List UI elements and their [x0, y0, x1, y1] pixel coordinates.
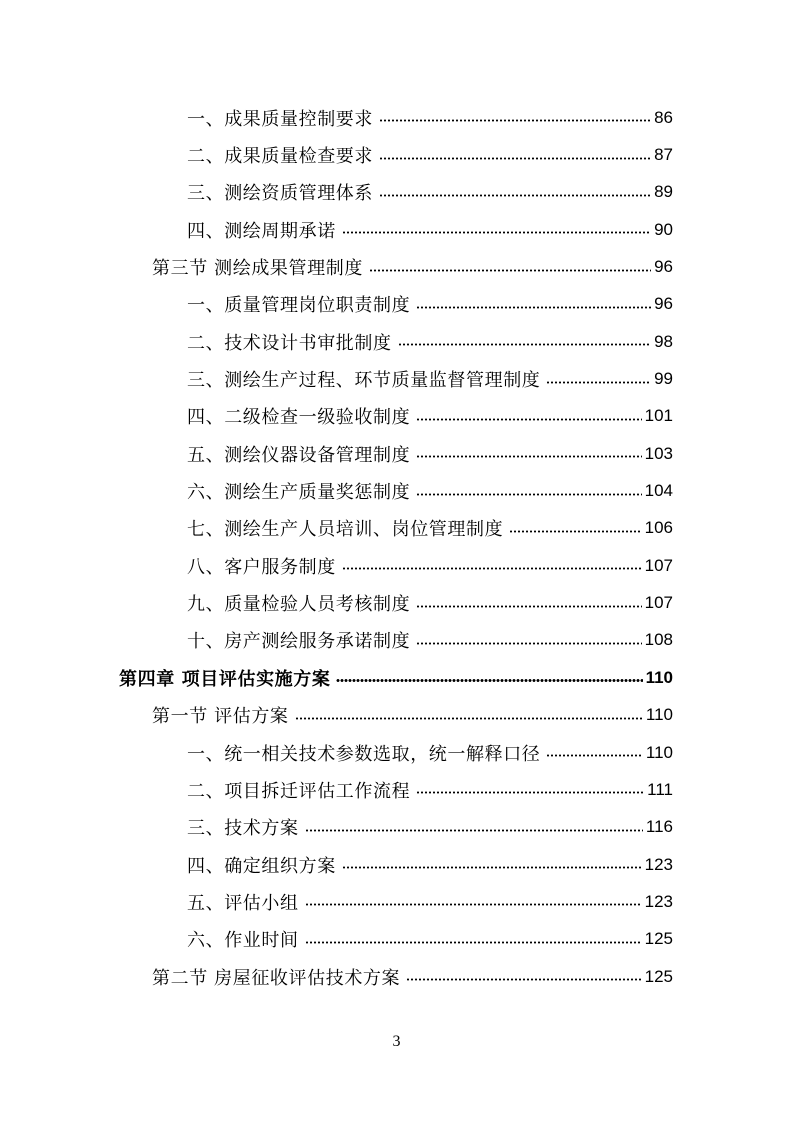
toc-subsection-entry[interactable] [0, 846, 793, 883]
toc-subsection-entry[interactable] [0, 398, 793, 435]
toc-entry-page: 110 [645, 705, 673, 725]
toc-entry-page: 123 [644, 891, 673, 911]
toc-subsection-entry[interactable] [0, 510, 793, 547]
page-number: 3 [392, 1033, 401, 1050]
toc-entry-page: 104 [644, 481, 673, 501]
toc-entry-page: 98 [654, 331, 673, 351]
toc-entry-page: 86 [654, 107, 673, 127]
toc-entry-title: 四、测绘周期承诺 [187, 220, 336, 242]
toc-entry-title: 二、项目拆迁评估工作流程 [187, 780, 411, 802]
toc-entry-title: 八、客户服务制度 [187, 556, 336, 578]
toc-dot-leader [379, 193, 651, 198]
toc-dot-leader [416, 305, 651, 310]
toc-subsection-entry[interactable] [0, 211, 793, 248]
toc-subsection-entry[interactable] [0, 435, 793, 472]
toc-dot-leader [305, 902, 642, 907]
toc-entry-page: 110 [645, 667, 673, 687]
toc-entry-page: 111 [647, 779, 673, 799]
toc-entry-title: 六、测绘生产质量奖惩制度 [187, 482, 411, 504]
toc-entry-page: 101 [644, 406, 673, 426]
toc-dot-leader [305, 940, 642, 945]
toc-entry-page: 125 [644, 929, 673, 949]
toc-entry-title: 第四章 项目评估实施方案 [119, 668, 331, 690]
toc-dot-leader [416, 492, 641, 497]
toc-entry-title: 五、测绘仪器设备管理制度 [187, 444, 411, 466]
toc-subsection-entry[interactable] [0, 547, 793, 584]
toc-dot-leader [416, 417, 641, 422]
toc-entry-title: 第一节 评估方案 [152, 706, 289, 728]
toc-dot-leader [305, 828, 643, 833]
toc-dot-leader [379, 156, 651, 161]
toc-dot-leader [416, 790, 644, 795]
toc-subsection-entry[interactable] [0, 472, 793, 509]
toc-dot-leader [295, 716, 643, 721]
toc-section-entry[interactable] [0, 248, 793, 285]
toc-subsection-entry[interactable] [0, 809, 793, 846]
toc-entry-page: 89 [654, 182, 673, 202]
toc-subsection-entry[interactable] [0, 622, 793, 659]
toc-entry-title: 十、房产测绘服务承诺制度 [187, 631, 411, 653]
toc-entry-page: 108 [644, 630, 673, 650]
toc-entry-page: 110 [645, 742, 673, 762]
toc-entry-page: 99 [654, 369, 673, 389]
toc-subsection-entry[interactable] [0, 99, 793, 136]
toc-section-entry[interactable] [0, 697, 793, 734]
toc-entry-title: 二、技术设计书审批制度 [187, 332, 392, 354]
toc-subsection-entry[interactable] [0, 360, 793, 397]
toc-entry-page: 116 [645, 817, 673, 837]
toc-entry-title: 二、成果质量检查要求 [187, 146, 373, 168]
toc-dot-leader [342, 230, 651, 235]
toc-entry-title: 一、统一相关技术参数选取，统一解释口径 [187, 743, 541, 765]
toc-entry-page: 103 [644, 443, 673, 463]
toc-entry-page: 96 [654, 294, 673, 314]
toc-entry-page: 96 [654, 257, 673, 277]
toc-subsection-entry[interactable] [0, 323, 793, 360]
toc-entry-page: 106 [644, 518, 673, 538]
toc-subsection-entry[interactable] [0, 883, 793, 920]
toc-entry-title: 一、质量管理岗位职责制度 [187, 295, 411, 317]
toc-entry-page: 107 [644, 593, 673, 613]
toc-entry-title: 五、评估小组 [187, 892, 299, 914]
toc-subsection-entry[interactable] [0, 174, 793, 211]
toc-subsection-entry[interactable] [0, 921, 793, 958]
toc-dot-leader [336, 678, 642, 683]
toc-dot-leader [416, 454, 641, 459]
toc-entry-page: 123 [644, 854, 673, 874]
toc-dot-leader [342, 865, 642, 870]
toc-entry-title: 七、测绘生产人员培训、岗位管理制度 [187, 519, 504, 541]
toc-entry-title: 六、作业时间 [187, 930, 299, 952]
toc-entry-page: 90 [654, 219, 673, 239]
toc-entry-title: 一、成果质量控制要求 [187, 108, 373, 130]
toc-dot-leader [398, 342, 651, 347]
toc-dot-leader [546, 753, 642, 758]
toc-chapter-entry[interactable] [0, 659, 793, 696]
toc-dot-leader [416, 641, 641, 646]
toc-dot-leader [406, 977, 642, 982]
toc-entry-title: 三、测绘生产过程、环节质量监督管理制度 [187, 370, 541, 392]
toc-entry-title: 九、质量检验人员考核制度 [187, 594, 411, 616]
toc-dot-leader [416, 604, 641, 609]
toc-subsection-entry[interactable] [0, 136, 793, 173]
toc-subsection-entry[interactable] [0, 286, 793, 323]
toc-dot-leader [379, 118, 651, 123]
toc-dot-leader [369, 268, 651, 273]
toc-entry-title: 四、二级检查一级验收制度 [187, 407, 411, 429]
toc-dot-leader [342, 566, 642, 571]
toc-subsection-entry[interactable] [0, 734, 793, 771]
toc-entry-page: 107 [644, 555, 673, 575]
toc-entry-page: 125 [644, 966, 673, 986]
toc-entry-title: 四、确定组织方案 [187, 855, 336, 877]
toc-entry-title: 三、技术方案 [187, 818, 299, 840]
toc-entry-title: 第三节 测绘成果管理制度 [152, 258, 363, 280]
toc-entry-page: 87 [654, 145, 673, 165]
toc-subsection-entry[interactable] [0, 584, 793, 621]
toc-entry-title: 三、测绘资质管理体系 [187, 183, 373, 205]
toc-dot-leader [546, 380, 651, 385]
toc-subsection-entry[interactable] [0, 771, 793, 808]
toc-dot-leader [509, 529, 641, 534]
toc-entry-title: 第二节 房屋征收评估技术方案 [152, 967, 401, 989]
table-of-contents [0, 99, 793, 995]
toc-section-entry[interactable] [0, 958, 793, 995]
